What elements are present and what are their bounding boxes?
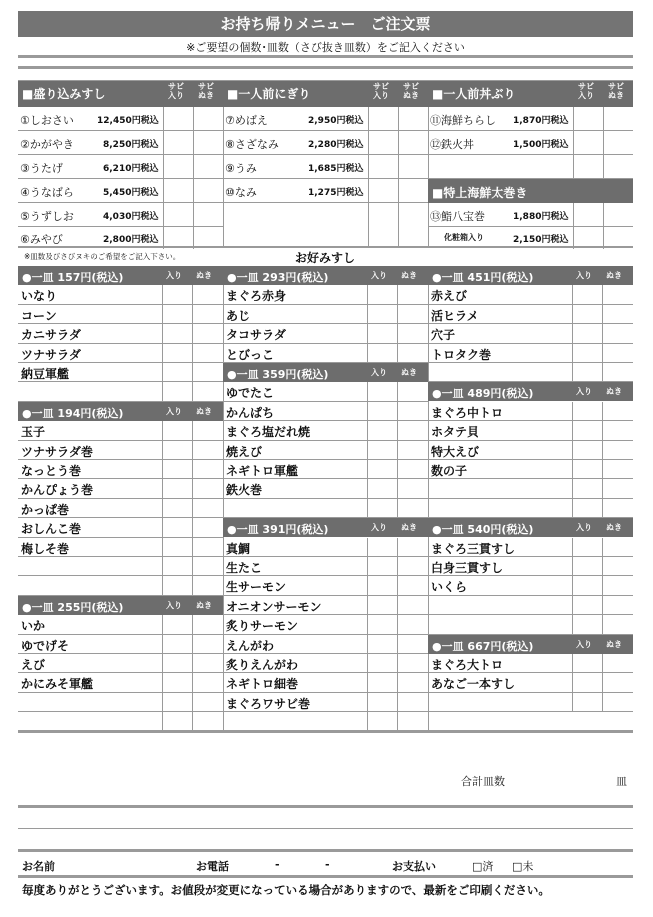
- col-nuki: ぬき: [196, 406, 212, 416]
- sushi-item-name: まぐろ塩だれ焼: [226, 425, 311, 440]
- sushi-item-name: ツナサラダ巻: [21, 444, 93, 459]
- sushi-item-name: あなご一本すし: [431, 677, 516, 692]
- empty-row: [428, 693, 633, 712]
- sushi-item-row[interactable]: [223, 285, 428, 304]
- price-group-header: [18, 596, 223, 615]
- order-row[interactable]: [18, 155, 223, 179]
- sushi-item-name: まぐろ赤身: [226, 289, 287, 304]
- order-row[interactable]: [428, 203, 633, 227]
- note: ※皿数及びさびヌキのご希望をご記入下さい。: [24, 252, 181, 261]
- sushi-item-name: 白身三貫すし: [431, 561, 504, 575]
- item-name: ⑨うみ: [225, 162, 257, 175]
- sushi-item-row[interactable]: [428, 285, 633, 304]
- price-group-header: [223, 518, 428, 537]
- sushi-item-row[interactable]: [223, 479, 428, 498]
- sushi-item-name: 赤えび: [431, 289, 468, 304]
- sushi-item-row[interactable]: [18, 460, 223, 479]
- sushi-item-row[interactable]: [18, 421, 223, 440]
- section-title: ■一人前にぎり: [227, 87, 311, 101]
- combo-section: [18, 80, 633, 248]
- footer-note: 毎度ありがとうございます。お値段が変更になっている場合がありますので、最新をご印刷ください。: [22, 883, 550, 897]
- order-row[interactable]: [223, 179, 428, 203]
- divider: [18, 849, 633, 852]
- sushi-item-row[interactable]: [428, 654, 633, 673]
- item-price: 2,150円税込: [513, 235, 569, 245]
- sushi-item-row[interactable]: [428, 421, 633, 440]
- name-label: お名前: [22, 860, 55, 873]
- col-nuki: ぬき: [401, 368, 417, 377]
- price-group-header: [428, 266, 633, 285]
- order-row-empty: [223, 203, 428, 246]
- sushi-item-row[interactable]: [18, 344, 223, 363]
- order-row[interactable]: [18, 203, 223, 227]
- sushi-item-row[interactable]: [428, 460, 633, 479]
- sushi-item-row[interactable]: [18, 499, 223, 518]
- item-name: ⑪海鮮ちらし: [430, 114, 496, 127]
- sushi-item-row[interactable]: [18, 538, 223, 557]
- empty-row: [428, 363, 633, 382]
- total-unit: 皿: [616, 775, 627, 788]
- sushi-item-row[interactable]: [428, 538, 633, 557]
- sushi-item-row[interactable]: [18, 324, 223, 343]
- unpaid-checkbox[interactable]: □未: [512, 860, 534, 873]
- order-row[interactable]: [428, 131, 633, 155]
- col-sabi-iri: サビ入り: [373, 82, 389, 100]
- divider: [18, 66, 633, 69]
- item-name: ⑧さざなみ: [225, 138, 279, 151]
- price-group-title: ●一皿 359円(税込): [227, 368, 329, 381]
- sushi-item-name: かにみそ軍艦: [21, 677, 94, 692]
- col-sabi-iri: サビ入り: [578, 82, 594, 100]
- empty-row: [223, 712, 428, 731]
- sushi-item-row[interactable]: [428, 402, 633, 421]
- item-price: 1,880円税込: [513, 212, 569, 222]
- item-name: ②かがやき: [20, 138, 74, 151]
- sushi-item-name: えんがわ: [226, 638, 275, 653]
- empty-row: [18, 557, 223, 576]
- col-nuki: ぬき: [401, 523, 417, 533]
- col-iri: 入り: [166, 600, 182, 610]
- phone-label: お電話: [196, 860, 229, 873]
- okonomi-title: お好みすし: [295, 251, 356, 265]
- sushi-item-name: ツナサラダ: [21, 347, 81, 362]
- col-nuki: ぬき: [606, 639, 622, 649]
- sushi-item-name: まぐろワサビ巻: [226, 696, 311, 711]
- col-sabi-nuki: サビぬき: [608, 82, 624, 100]
- order-row[interactable]: [223, 107, 428, 131]
- sushi-item-row[interactable]: [18, 518, 223, 537]
- col-sabi-iri: サビ入り: [168, 82, 184, 100]
- sushi-item-row[interactable]: [223, 576, 428, 595]
- sushi-item-name: 真鯛: [226, 541, 251, 556]
- sushi-item-name: まぐろ中トロ: [431, 405, 504, 420]
- empty-row: [428, 615, 633, 634]
- item-name: ⑬鮨八宝巻: [430, 210, 485, 223]
- sushi-item-row[interactable]: [428, 441, 633, 460]
- divider: [18, 730, 633, 733]
- okonomi-column: [18, 266, 224, 732]
- price-group-title: ●一皿 489円(税込): [432, 387, 534, 401]
- section-header: [428, 81, 633, 107]
- price-group-header: [428, 635, 633, 654]
- sushi-item-name: 玉子: [21, 425, 46, 440]
- sushi-item-name: かんぴょう巻: [21, 483, 94, 498]
- col-sabi-nuki: サビぬき: [198, 82, 214, 100]
- col-sabi-nuki: サビぬき: [403, 82, 419, 100]
- sushi-item-name: 納豆軍艦: [21, 367, 70, 381]
- order-row[interactable]: [18, 107, 223, 131]
- col-iri: 入り: [576, 387, 592, 397]
- total-label: 合計皿数: [461, 775, 505, 788]
- price-group-title: ●一皿 157円(税込): [22, 271, 124, 284]
- order-row[interactable]: [428, 107, 633, 131]
- sushi-item-row[interactable]: [18, 654, 223, 673]
- sushi-item-row[interactable]: [18, 285, 223, 304]
- item-price: 5,450円税込: [103, 188, 159, 198]
- sushi-item-name: まぐろ三貫すし: [431, 541, 516, 556]
- sushi-item-row[interactable]: [18, 635, 223, 654]
- sushi-item-name: いなり: [21, 289, 58, 304]
- price-group-title: ●一皿 293円(税込): [227, 271, 329, 284]
- empty-row: [18, 693, 223, 712]
- price-group-header: [18, 402, 223, 421]
- col-nuki: ぬき: [606, 523, 622, 533]
- sushi-item-name: 生たこ: [226, 561, 263, 575]
- price-group-title: ●一皿 451円(税込): [432, 271, 534, 284]
- item-name: 化粧箱入り: [444, 233, 484, 242]
- sushi-item-name: いくら: [431, 580, 468, 595]
- phone-dash: -: [325, 858, 330, 871]
- empty-row: [428, 479, 633, 498]
- instructions: ※ご要望の個数･皿数（さび抜き皿数）をご記入ください: [186, 41, 465, 54]
- sushi-item-row[interactable]: [223, 441, 428, 460]
- item-name: ⑫鉄火丼: [430, 138, 474, 151]
- sushi-item-name: とびっこ: [226, 347, 275, 362]
- sushi-item-name: 炙りえんがわ: [226, 658, 299, 672]
- price-group-header: [428, 382, 633, 401]
- sushi-item-row[interactable]: [223, 460, 428, 479]
- section-ichininmae-nigiri: [223, 81, 429, 246]
- sushi-item-name: ネギトロ細巻: [226, 677, 299, 692]
- price-group-title: ●一皿 667円(税込): [432, 639, 534, 653]
- sushi-item-name: あじ: [226, 308, 251, 323]
- sushi-item-row[interactable]: [18, 615, 223, 634]
- section-ichininmae-donburi: [428, 81, 633, 246]
- sushi-item-row[interactable]: [223, 344, 428, 363]
- divider: [18, 875, 633, 878]
- item-price: 2,280円税込: [308, 140, 364, 150]
- empty-row: [428, 596, 633, 615]
- sushi-item-name: ネギトロ軍艦: [226, 464, 299, 478]
- section-morikomi: [18, 81, 224, 246]
- sushi-item-row[interactable]: [223, 421, 428, 440]
- item-price: 8,250円税込: [103, 140, 159, 150]
- sushi-item-name: ゆでげそ: [21, 638, 70, 653]
- item-name: ⑩なみ: [225, 186, 257, 199]
- divider: [18, 828, 633, 829]
- sushi-item-name: 梅しそ巻: [21, 541, 70, 556]
- sushi-item-name: 穴子: [431, 328, 456, 343]
- item-price: 1,870円税込: [513, 116, 569, 126]
- col-nuki: ぬき: [196, 600, 212, 610]
- col-iri: 入り: [576, 639, 592, 649]
- sushi-item-name: トロタク巻: [431, 347, 492, 362]
- okonomi-table: [18, 266, 633, 732]
- col-nuki: ぬき: [401, 271, 417, 280]
- sushi-item-name: カニサラダ: [21, 328, 81, 343]
- sushi-item-row[interactable]: [428, 324, 633, 343]
- sushi-item-row[interactable]: [223, 615, 428, 634]
- sushi-item-name: ゆでたこ: [226, 386, 275, 401]
- price-group-title: ●一皿 540円(税込): [432, 523, 534, 537]
- sushi-item-row[interactable]: [223, 324, 428, 343]
- paid-checkbox[interactable]: □済: [472, 860, 494, 873]
- section-header: [428, 179, 633, 203]
- col-iri: 入り: [371, 271, 387, 280]
- section-header: [18, 81, 223, 107]
- payment-label: お支払い: [392, 860, 436, 873]
- sushi-item-name: オニオンサーモン: [226, 599, 322, 614]
- sushi-item-row[interactable]: [223, 673, 428, 692]
- order-row[interactable]: [428, 226, 633, 249]
- price-group-title: ●一皿 255円(税込): [22, 600, 124, 614]
- divider: [18, 55, 633, 58]
- item-price: 6,210円税込: [103, 164, 159, 174]
- sushi-item-row[interactable]: [223, 693, 428, 712]
- divider: [18, 805, 633, 808]
- item-price: 1,685円税込: [308, 164, 364, 174]
- section-header: [223, 81, 428, 107]
- sushi-item-row[interactable]: [18, 363, 223, 382]
- page-title: お持ち帰りメニュー ご注文票: [18, 11, 633, 37]
- phone-dash: -: [275, 858, 280, 871]
- sushi-item-name: かっぱ巻: [21, 502, 70, 517]
- item-price: 2,800円税込: [103, 235, 159, 245]
- section-title: ■一人前丼ぶり: [432, 87, 516, 101]
- section-title: ■特上海鮮太巻き: [432, 186, 528, 200]
- section-title: ■盛り込みすし: [22, 87, 106, 101]
- okonomi-column: [223, 266, 429, 732]
- sushi-item-name: まぐろ大トロ: [431, 658, 504, 672]
- empty-row: [18, 712, 223, 731]
- sushi-item-row[interactable]: [18, 305, 223, 324]
- sushi-item-row[interactable]: [18, 673, 223, 692]
- col-nuki: ぬき: [606, 271, 622, 280]
- order-row[interactable]: [223, 131, 428, 155]
- sushi-item-name: 生サーモン: [226, 580, 287, 595]
- item-price: 12,450円税込: [97, 116, 159, 126]
- price-group-title: ●一皿 391円(税込): [227, 523, 329, 537]
- col-nuki: ぬき: [196, 271, 212, 280]
- col-iri: 入り: [166, 271, 182, 280]
- item-name: ①しおさい: [20, 114, 74, 127]
- order-row[interactable]: [18, 226, 223, 249]
- sushi-item-row[interactable]: [223, 596, 428, 615]
- sushi-item-row[interactable]: [428, 673, 633, 692]
- sushi-item-row[interactable]: [223, 538, 428, 557]
- sushi-item-name: タコサラダ: [226, 328, 286, 343]
- sushi-item-name: 数の子: [431, 464, 468, 478]
- sushi-item-row[interactable]: [18, 479, 223, 498]
- order-row-empty: [428, 155, 633, 179]
- price-group-header: [428, 518, 633, 537]
- price-group-header: [18, 266, 223, 285]
- col-iri: 入り: [371, 523, 387, 533]
- order-row[interactable]: [18, 179, 223, 203]
- sushi-item-row[interactable]: [223, 382, 428, 401]
- sushi-item-name: 焼えび: [226, 444, 263, 459]
- sushi-item-row[interactable]: [428, 557, 633, 576]
- price-group-header: [223, 363, 428, 382]
- sushi-item-name: かんぱち: [226, 405, 275, 420]
- item-name: ⑥みやび: [20, 233, 63, 246]
- sushi-item-row[interactable]: [18, 441, 223, 460]
- sushi-item-row[interactable]: [428, 344, 633, 363]
- empty-row: [428, 499, 633, 518]
- price-group-header: [223, 266, 428, 285]
- sushi-item-row[interactable]: [223, 654, 428, 673]
- sushi-item-name: ホタテ貝: [431, 425, 480, 440]
- sushi-item-name: なっとう巻: [21, 464, 82, 478]
- item-price: 1,275円税込: [308, 188, 364, 198]
- sushi-item-row[interactable]: [223, 557, 428, 576]
- item-price: 2,950円税込: [308, 116, 364, 126]
- sushi-item-name: 特大えび: [431, 444, 480, 459]
- order-row[interactable]: [223, 155, 428, 179]
- sushi-item-row[interactable]: [428, 576, 633, 595]
- item-name: ⑦めばえ: [225, 114, 268, 127]
- sushi-item-name: 活ヒラメ: [431, 308, 479, 323]
- sushi-item-row[interactable]: [223, 402, 428, 421]
- item-name: ⑤うずしお: [20, 210, 74, 223]
- okonomi-column: [428, 266, 633, 732]
- col-iri: 入り: [371, 368, 387, 377]
- sushi-item-name: コーン: [21, 308, 57, 323]
- sushi-item-row[interactable]: [223, 305, 428, 324]
- col-iri: 入り: [576, 523, 592, 533]
- sushi-item-name: 炙りサーモン: [226, 619, 299, 634]
- sushi-item-name: おしんこ巻: [21, 522, 82, 537]
- sushi-item-row[interactable]: [223, 635, 428, 654]
- item-price: 4,030円税込: [103, 212, 159, 222]
- sushi-item-row[interactable]: [428, 305, 633, 324]
- sushi-item-name: えび: [21, 658, 46, 672]
- price-group-title: ●一皿 194円(税込): [22, 406, 124, 420]
- item-name: ④うなばら: [20, 186, 74, 199]
- empty-row: [223, 499, 428, 518]
- col-nuki: ぬき: [606, 387, 622, 397]
- col-iri: 入り: [166, 406, 182, 416]
- item-name: ③うたげ: [20, 162, 63, 175]
- empty-row: [18, 382, 223, 401]
- item-price: 1,500円税込: [513, 140, 569, 150]
- col-iri: 入り: [576, 271, 592, 280]
- order-row[interactable]: [18, 131, 223, 155]
- sushi-item-name: いか: [21, 619, 46, 634]
- sushi-item-name: 鉄火巻: [226, 483, 263, 498]
- empty-row: [18, 576, 223, 595]
